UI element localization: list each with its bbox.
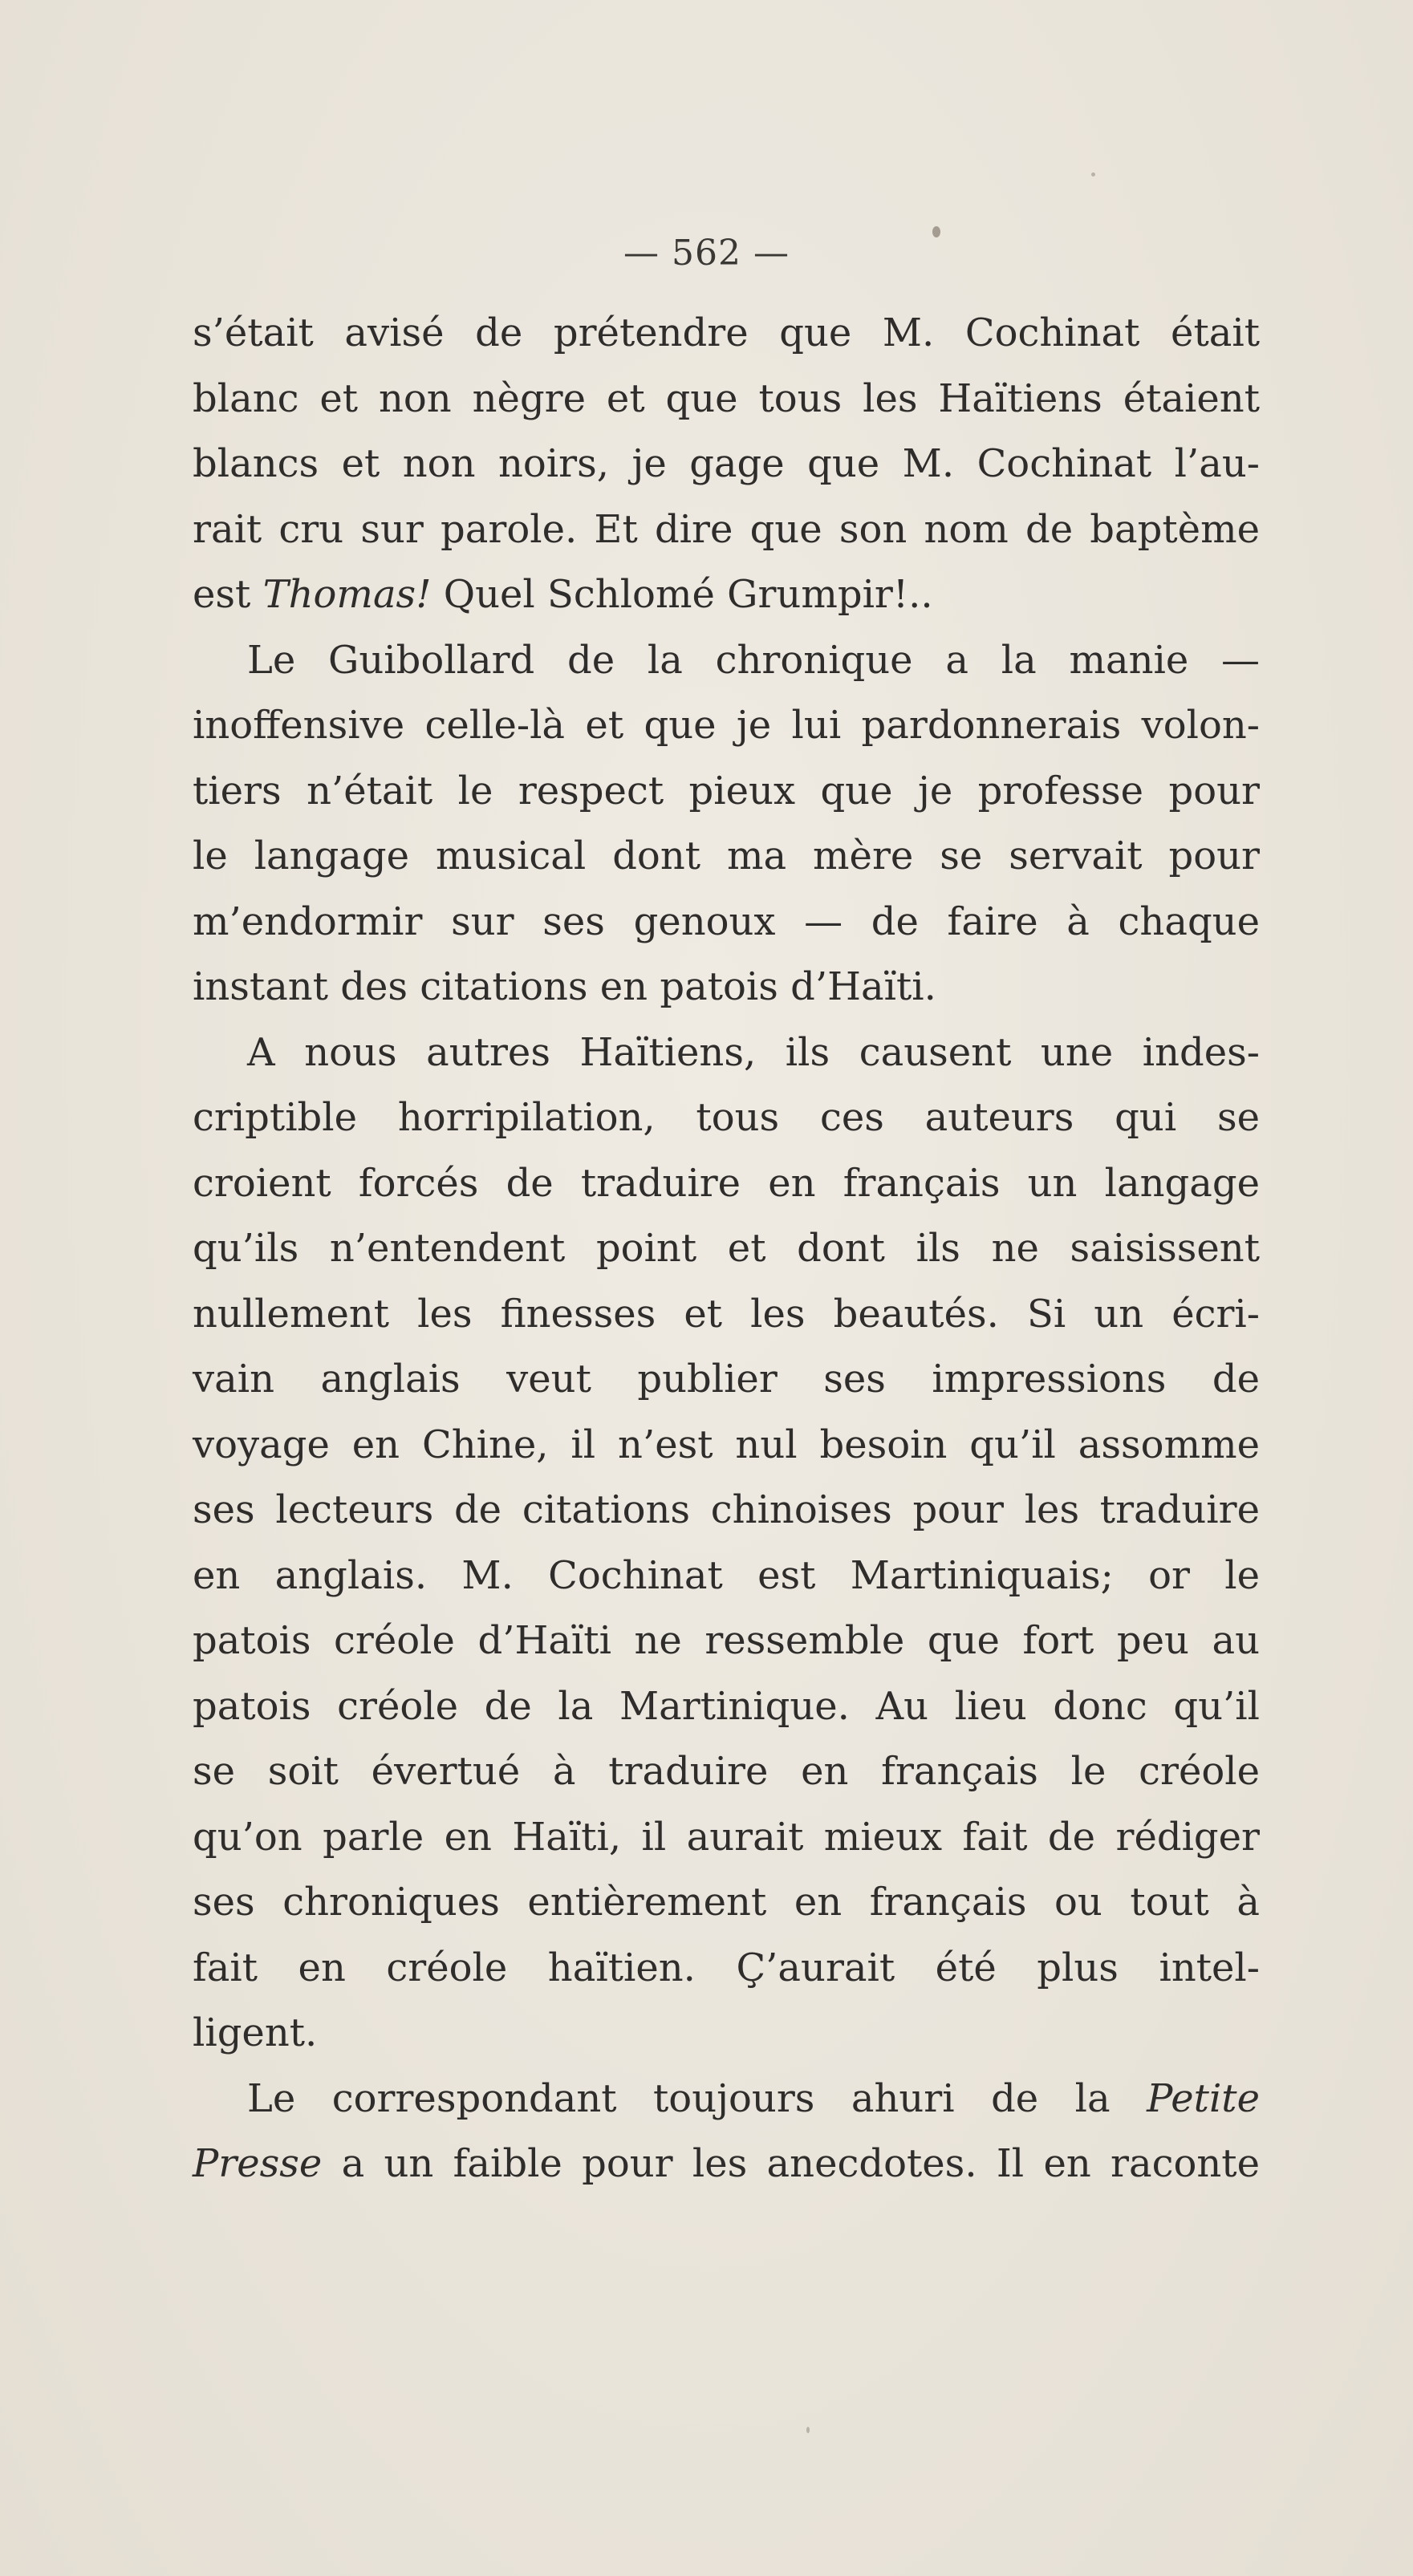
text-line: patois créole d’Haïti ne ressemble que fort peu au [193,1618,1260,1663]
paper-speck [806,2427,810,2433]
text-line: le langage musical dont ma mère se servait pour [193,834,1260,878]
paper-speck [1091,172,1095,176]
text-line: fait en créole haïtien. Ç’aurait été plus intel- [193,1945,1260,1990]
text-line: inoffensive celle-là et que je lui pardonnerais volon- [193,703,1260,748]
text-line: se soit évertué à traduire en français le créole [193,1749,1260,1794]
text-line: patois créole de la Martinique. Au lieu donc qu’il [193,1683,1260,1729]
text-line: rait cru sur parole. Et dire que son nom de baptème [193,506,1260,552]
text-line: voyage en Chine, il n’est nul besoin qu’il assomme [193,1422,1260,1467]
text-line: ligent. [193,2010,318,2055]
paragraph-start: Le Guibollard de la chronique a la manie — [247,637,1260,683]
text-line: nullement les finesses et les beautés. Si un écri- [193,1291,1260,1337]
paragraph-start: A nous autres Haïtiens, ils causent une indes- [247,1029,1260,1075]
text-line: qu’on parle en Haïti, il aurait mieux fait de rédiger [193,1814,1260,1860]
italic-title: Petite [1147,2075,1260,2121]
text-line: en anglais. M. Cochinat est Martiniquais; or le [193,1552,1260,1598]
italic-title: Presse [193,2141,323,2186]
text-line: Presse a un faible pour les anecdotes. Il en raconte [193,2141,1260,2186]
text-line: s’était avisé de prétendre que M. Cochinat était [193,310,1260,355]
text-line: blanc et non nègre et que tous les Haïtiens étaient [193,375,1260,421]
text-line: croient forcés de traduire en français un langage [193,1160,1260,1206]
body-text [193,301,1260,2197]
text-line: est Thomas! Quel Schlomé Grumpir!.. [193,572,933,617]
text-line: criptible horripilation, tous ces auteurs qui se [193,1095,1260,1140]
text-line: tiers n’était le respect pieux que je professe pour [193,768,1260,813]
text-line: ses chroniques entièrement en français ou tout à [193,1880,1260,1925]
text-line: vain anglais veut publier ses impressions de [193,1357,1260,1402]
italic-name: Thomas! [262,572,432,617]
page-number: — 562 — [623,233,790,274]
text-line: qu’ils n’entendent point et dont ils ne saisissent [193,1226,1260,1271]
text-line: ses lecteurs de citations chinoises pour les traduire [193,1487,1260,1532]
text-line: m’endormir sur ses genoux — de faire à chaque [193,899,1260,944]
text-line: instant des citations en patois d’Haïti. [193,964,936,1009]
paper-speck [932,226,940,237]
text-line: blancs et non noirs, je gage que M. Cochinat l’au- [193,441,1260,486]
paragraph-start: Le correspondant toujours ahuri de la Petite [247,2075,1260,2121]
